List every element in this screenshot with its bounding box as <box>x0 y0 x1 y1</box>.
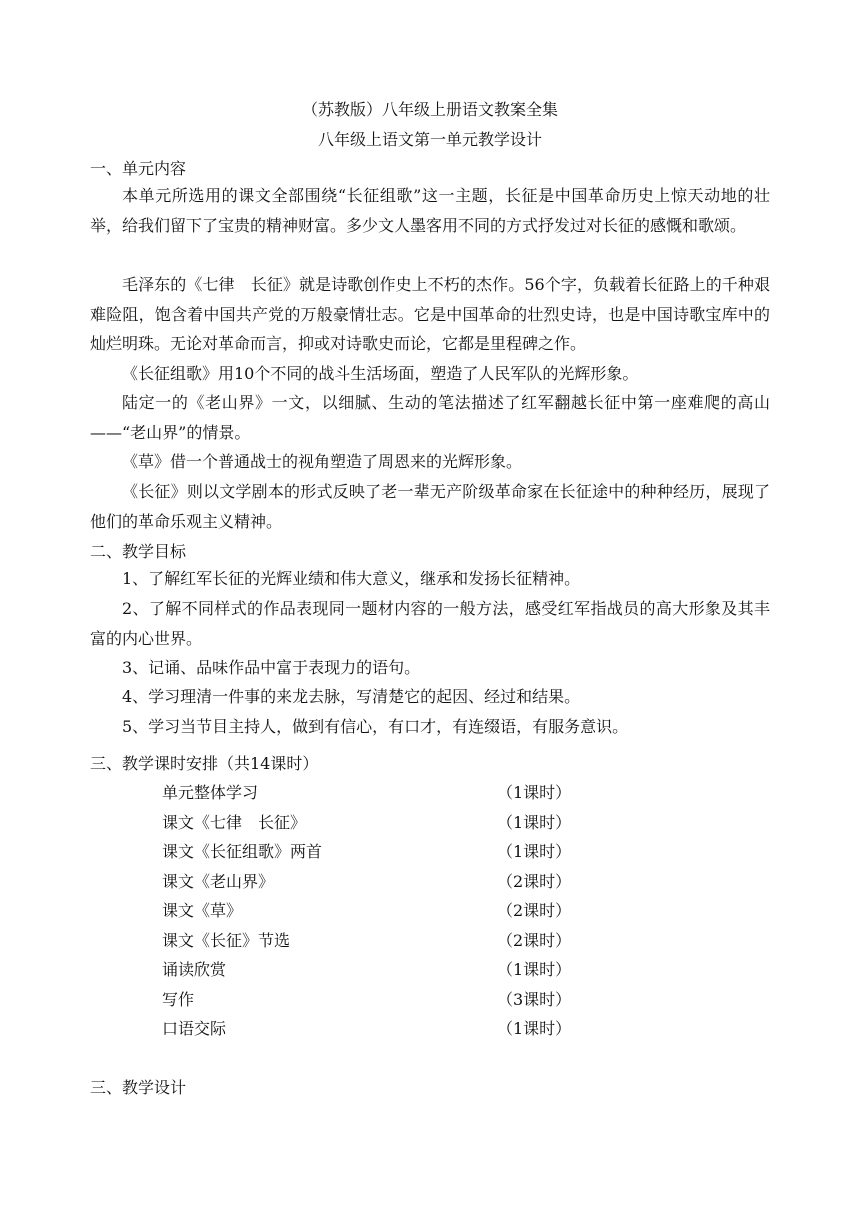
schedule-hours: （3课时） <box>497 990 572 1009</box>
schedule-item: 写作 <box>162 990 195 1009</box>
section-heading-schedule: 三、教学课时安排（共14课时） <box>90 754 319 773</box>
schedule-hours: （1课时） <box>497 783 572 802</box>
document-subtitle: 八年级上语文第一单元教学设计 <box>317 130 542 149</box>
goal-item: 3、记诵、品味作品中富于表现力的语句。 <box>122 658 421 677</box>
paragraph-poem: 毛泽东的《七律 长征》就是诗歌创作史上不朽的杰作。56个字，负载着长征路上的千种艰难险阻，饱含着中国共产党的万般豪情壮志。它是中国革命的壮烈史诗，也是中国诗歌宝库中的灿烂明珠。无论对革命而言，抑或对诗歌史而论，它都是里程碑之作。 <box>90 275 770 353</box>
schedule-hours: （2课时） <box>497 901 572 920</box>
paragraph-laoshanjie: 陆定一的《老山界》一文，以细腻、生动的笔法描述了红军翻越长征中第一座难爬的高山——“老山界”的情景。 <box>90 393 770 442</box>
goal-item: 1、了解红军长征的光辉业绩和伟大意义，继承和发扬长征精神。 <box>122 569 581 588</box>
paragraph-long-march-script: 《长征》则以文学剧本的形式反映了老一辈无产阶级革命家在长征途中的种种经历，展现了他们的革命乐观主义精神。 <box>90 482 770 531</box>
schedule-hours: （1课时） <box>497 960 572 979</box>
schedule-item: 单元整体学习 <box>162 783 259 802</box>
paragraph-intro: 本单元所选用的课文全部围绕“长征组歌”这一主题，长征是中国革命历史上惊天动地的壮举，给我们留下了宝贵的精神财富。多少文人墨客用不同的方式抒发过对长征的感慨和歌颂。 <box>90 186 770 235</box>
section-heading-unit-content: 一、单元内容 <box>90 159 187 178</box>
goal-item: 5、学习当节目主持人，做到有信心，有口才，有连缀语，有服务意识。 <box>122 717 629 736</box>
goal-item: 4、学习理清一件事的来龙去脉，写清楚它的起因、经过和结果。 <box>122 687 581 706</box>
schedule-item: 口语交际 <box>162 1019 227 1038</box>
schedule-item: 课文《草》 <box>162 901 243 920</box>
goal-item: 2、了解不同样式的作品表现同一题材内容的一般方法，感受红军指战员的高大形象及其丰富的内心世界。 <box>90 599 770 648</box>
schedule-hours: （1课时） <box>497 813 572 832</box>
schedule-hours: （1课时） <box>497 842 572 861</box>
schedule-item: 诵读欣赏 <box>162 960 227 979</box>
schedule-hours: （2课时） <box>497 872 572 891</box>
document-title: （苏教版）八年级上册语文教案全集 <box>301 100 558 119</box>
schedule-hours: （1课时） <box>497 1019 572 1038</box>
section-heading-design: 三、教学设计 <box>90 1078 187 1097</box>
schedule-item: 课文《长征组歌》两首 <box>162 842 323 861</box>
paragraph-song-suite: 《长征组歌》用10个不同的战斗生活场面，塑造了人民军队的光辉形象。 <box>122 364 639 383</box>
schedule-item: 课文《七律 长征》 <box>162 813 307 832</box>
schedule-item: 课文《长征》节选 <box>162 931 291 950</box>
section-heading-goals: 二、教学目标 <box>90 542 187 561</box>
schedule-item: 课文《老山界》 <box>162 872 275 891</box>
paragraph-grass: 《草》借一个普通战士的视角塑造了周恩来的光辉形象。 <box>122 452 523 471</box>
schedule-hours: （2课时） <box>497 931 572 950</box>
